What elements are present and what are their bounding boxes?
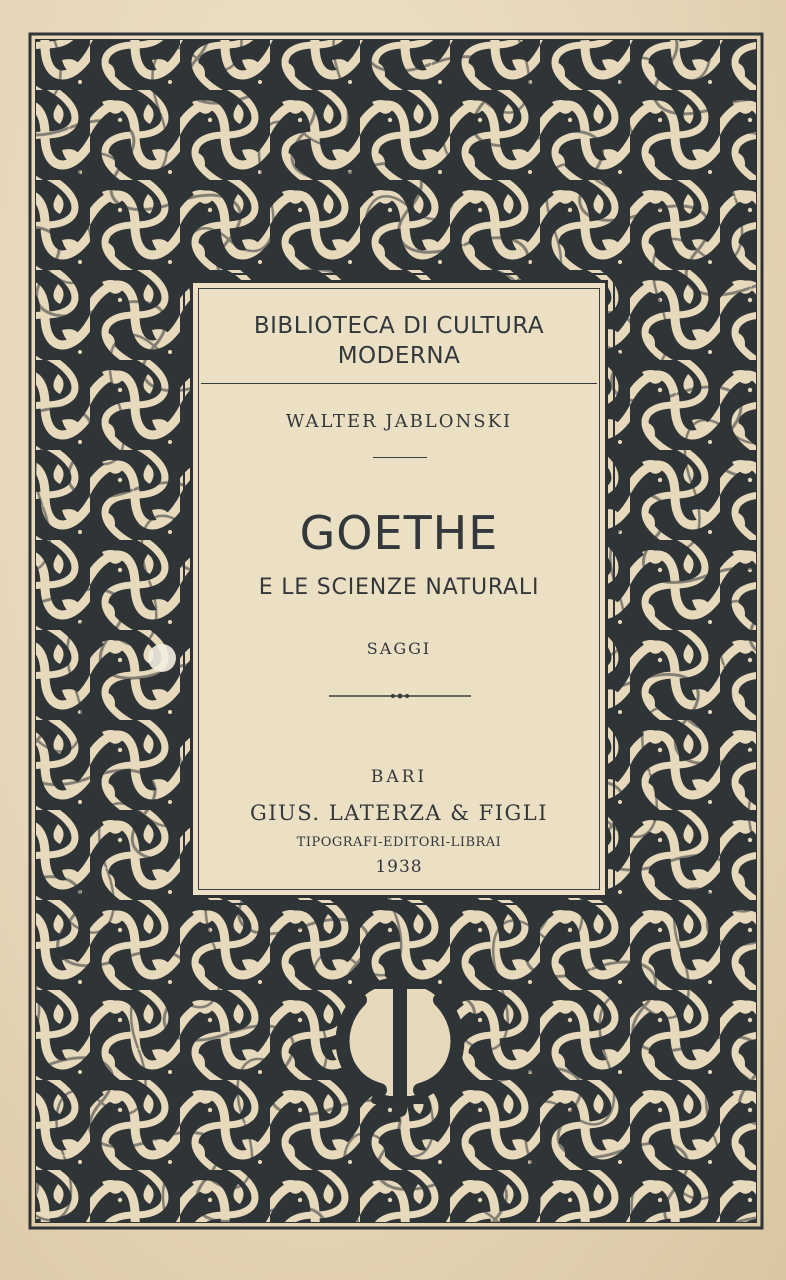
book-subtitle: E LE SCIENZE NATURALI bbox=[258, 575, 540, 600]
title-panel bbox=[190, 280, 608, 898]
series-divider bbox=[201, 383, 597, 384]
book-title: GOETHE bbox=[299, 506, 499, 560]
author-divider bbox=[373, 457, 427, 458]
series-title: BIBLIOTECA DI CULTURA MODERNA bbox=[253, 313, 545, 369]
book-genre: SAGGI bbox=[366, 639, 432, 658]
paper-damage-spot bbox=[148, 644, 176, 672]
author-name: WALTER JABLONSKI bbox=[285, 411, 513, 432]
ornamental-divider bbox=[329, 693, 471, 699]
publication-year: 1938 bbox=[375, 857, 423, 877]
publisher-description: TIPOGRAFI-EDITORI-LIBRAI bbox=[296, 835, 502, 850]
publication-city: BARI bbox=[370, 767, 428, 787]
publisher-name: GIUS. LATERZA & FIGLI bbox=[249, 801, 549, 825]
